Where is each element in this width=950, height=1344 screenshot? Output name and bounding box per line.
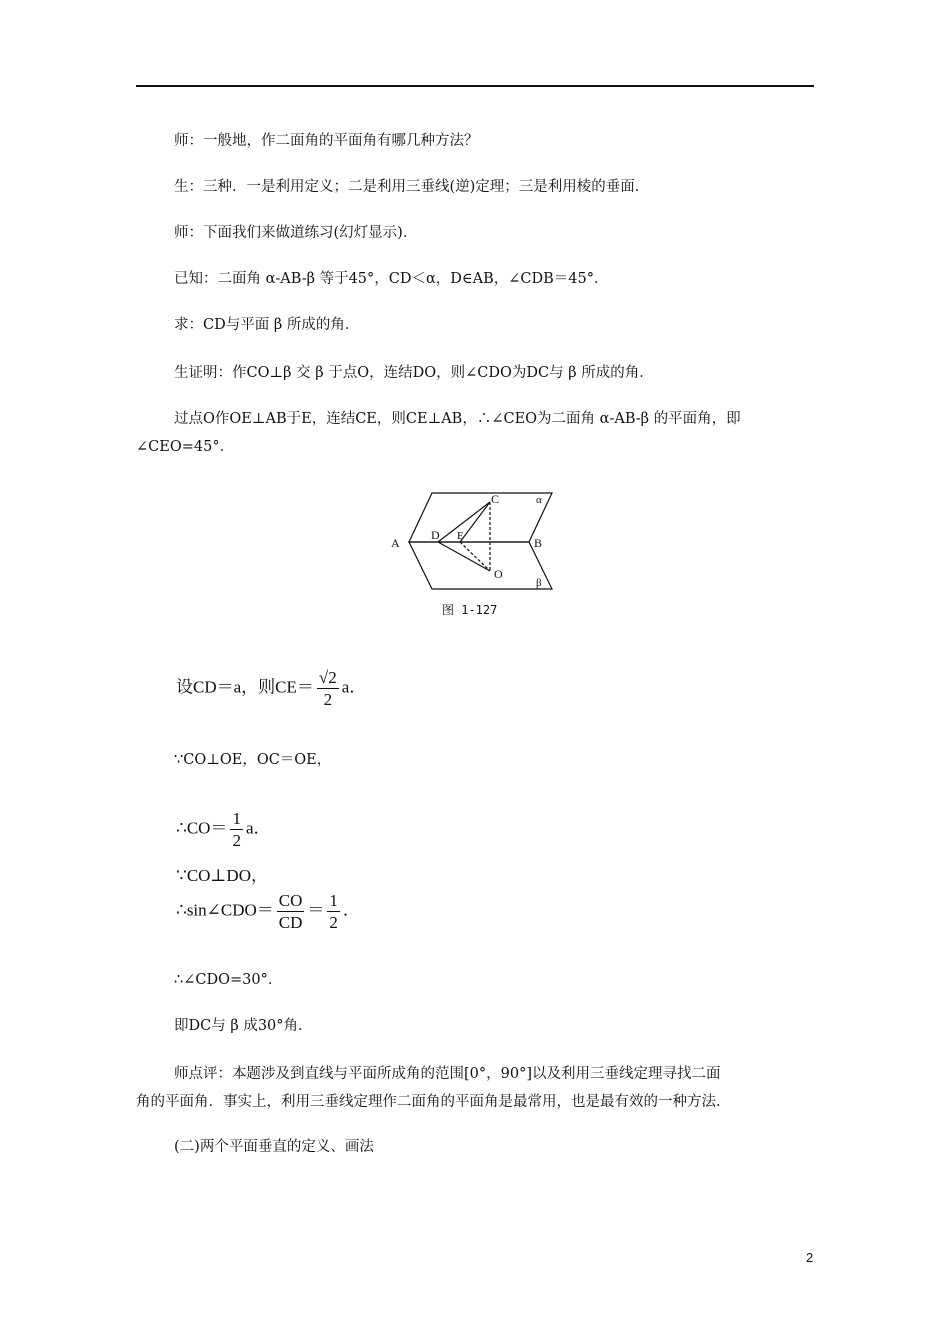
paragraph-co-oe: ∵CO⊥OE，OC＝OE， xyxy=(174,752,332,768)
math-ce-suffix: a． xyxy=(341,677,367,697)
math-co-prefix: ∴CO＝ xyxy=(176,818,228,838)
math-sin-prefix: ∴sin∠CDO＝ xyxy=(176,900,274,920)
label-C: C xyxy=(491,492,500,506)
fraction-denominator: 2 xyxy=(323,690,333,710)
paragraph-student-answer: 生：三种．一是利用定义；二是利用三垂线(逆)定理；三是利用棱的垂面． xyxy=(174,179,650,195)
fraction-denominator: 2 xyxy=(329,913,338,933)
fraction-numerator: 1 xyxy=(327,890,340,912)
paragraph-teacher-question: 师：一般地，作二面角的平面角有哪几种方法？ xyxy=(174,133,479,149)
math-sin-equals: ＝ xyxy=(307,900,325,920)
fraction-denominator: 2 xyxy=(232,831,241,851)
math-sin-suffix: ． xyxy=(342,900,360,920)
page-number: 2 xyxy=(806,1250,814,1265)
header-rule xyxy=(136,85,814,87)
math-line-co-perp-do: ∵CO⊥DO， xyxy=(176,866,268,885)
math-co-suffix: a． xyxy=(245,818,271,838)
dihedral-angle-figure xyxy=(380,485,580,597)
fraction-co-over-cd xyxy=(277,890,305,934)
paragraph-teacher-comment-a: 师点评：本题涉及到直线与平面所成角的范围[0°，90°]以及利用三垂线定理寻找二面 xyxy=(174,1066,721,1082)
paragraph-proof-2a: 过点O作OE⊥AB于E，连结CE，则CE⊥AB，∴∠CEO为二面角 α-AB-β 的平面角，即 xyxy=(174,411,741,427)
math-line-sin xyxy=(176,890,360,934)
label-B: B xyxy=(534,536,543,550)
paragraph-given: 已知：二面角 α-AB-β 等于45°，CD＜α，D∈AB，∠CDB＝45°． xyxy=(174,271,609,287)
fraction-denominator: CD xyxy=(278,913,303,933)
fraction-numerator: 1 xyxy=(230,808,243,830)
paragraph-proof-1: 生证明：作CO⊥β 交 β 于点O，连结DO，则∠CDO为DC与 β 所成的角． xyxy=(174,365,654,381)
label-A: A xyxy=(391,536,400,550)
math-ce-prefix: 设CD＝a，则CE＝ xyxy=(176,677,314,697)
label-O: O xyxy=(494,567,503,581)
paragraph-proof-2b: ∠CEO=45°． xyxy=(136,439,235,455)
fraction-numerator: CO xyxy=(277,890,305,912)
fraction-half-2 xyxy=(327,890,340,934)
math-line-ce xyxy=(176,667,366,711)
paragraph-find: 求：CD与平面 β 所成的角． xyxy=(174,317,360,333)
section-heading: (二)两个平面垂直的定义、画法 xyxy=(174,1139,374,1155)
fraction-numerator: √2 xyxy=(317,667,339,689)
paragraph-angle-30: ∴∠CDO=30°． xyxy=(174,972,283,988)
figure-caption: 图 1-127 xyxy=(442,603,498,617)
label-E: E xyxy=(457,530,464,542)
paragraph-teacher-exercise: 师：下面我们来做道练习(幻灯显示)． xyxy=(174,225,418,241)
math-line-co xyxy=(176,808,270,852)
label-D: D xyxy=(431,528,440,542)
fraction-half xyxy=(230,808,243,852)
fraction-sqrt2-over-2 xyxy=(317,667,339,711)
paragraph-teacher-comment-b: 角的平面角．事实上，利用三垂线定理作二面角的平面角是最常用，也是最有效的一种方法． xyxy=(136,1094,731,1110)
paragraph-conclusion: 即DC与 β 成30°角． xyxy=(174,1018,313,1034)
label-alpha: α xyxy=(536,494,542,506)
label-beta: β xyxy=(536,577,542,589)
